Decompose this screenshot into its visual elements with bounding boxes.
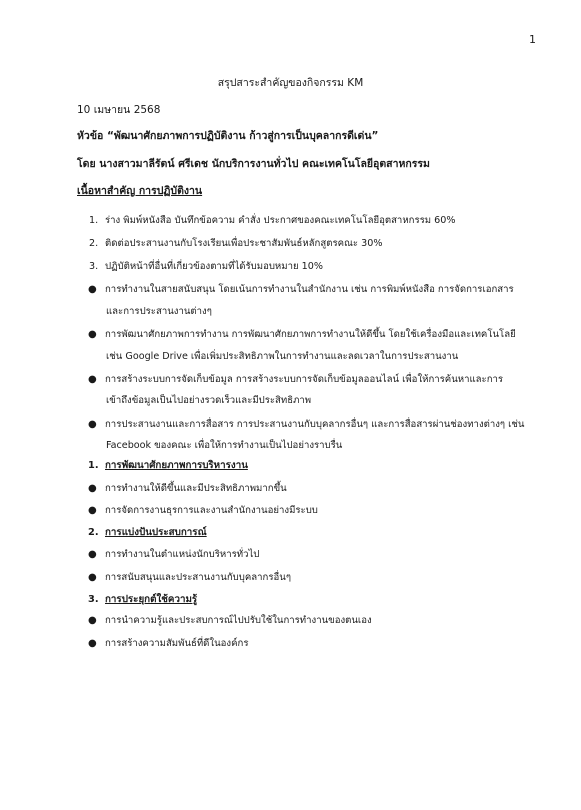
- item-text: ติดต่อประสานงานกับโรงเรียนเพื่อประชาสัมพันธ์หลักสูตรคณะ 30%: [105, 238, 383, 249]
- section-number: 1.: [88, 460, 99, 471]
- bullet-text: การสร้างระบบการจัดเก็บข้อมูล การสร้างระบบการจัดเก็บข้อมูลออนไลน์ เพื่อให้การค้นหาและการ: [105, 374, 504, 385]
- bullet-item: [88, 503, 318, 518]
- bullet-continuation: เช่น Google Drive เพื่อเพิ่มประสิทธิภาพในการทำงานและลดเวลาในการประสานงาน: [106, 351, 459, 362]
- bullet-text: การประสานงานและการสื่อสาร การประสานงานกับบุคลากรอื่นๆ และการสื่อสารผ่านช่องทางต่างๆ เช่น: [105, 419, 525, 430]
- document-title: สรุปสาระสำคัญของกิจกรรม KM: [217, 77, 364, 89]
- section-heading: [88, 592, 197, 607]
- bullet-item: [88, 372, 503, 387]
- bullet-icon: ●: [88, 638, 97, 649]
- bullet-text: การสร้างความสัมพันธ์ที่ดีในองค์กร: [105, 638, 249, 649]
- bullet-item: [88, 613, 372, 628]
- numbered-item: [89, 259, 323, 274]
- bullet-item: [88, 481, 287, 496]
- section-title: การประยุกต์ใช้ความรู้: [105, 594, 198, 605]
- section-title: การแบ่งปันประสบการณ์: [105, 527, 207, 538]
- bullet-icon: ●: [88, 419, 97, 430]
- bullet-icon: ●: [88, 505, 97, 516]
- bullet-text: การทำงานในตำแหน่งนักบริหารทั่วไป: [105, 549, 260, 560]
- bullet-text: การสนับสนุนและประสานงานกับบุคลากรอื่นๆ: [105, 572, 291, 583]
- bullet-continuation: เข้าถึงข้อมูลเป็นไปอย่างรวดเร็วและมีประสิทธิภาพ: [106, 395, 312, 406]
- bullet-icon: ●: [88, 284, 97, 295]
- content-heading: เนื้อหาสำคัญ การปฏิบัติงาน: [77, 185, 203, 197]
- bullet-continuation: และการประสานงานต่างๆ: [106, 306, 212, 317]
- bullet-icon: ●: [88, 572, 97, 583]
- bullet-icon: ●: [88, 329, 97, 340]
- bullet-item: [88, 327, 516, 342]
- item-text: ร่าง พิมพ์หนังสือ บันทึกข้อความ คำสั่ง ประกาศของคณะเทคโนโลยีอุตสาหกรรม 60%: [105, 215, 456, 226]
- bullet-item: [88, 282, 514, 297]
- author-line: โดย นางสาวมาลีรัตน์ ศรีเดช นักบริการงานทั่วไป คณะเทคโนโลยีอุตสาหกรรม: [77, 158, 430, 170]
- bullet-text: การทำงานให้ดีขึ้นและมีประสิทธิภาพมากขึ้น: [105, 483, 287, 494]
- numbered-item: [89, 213, 455, 228]
- section-title: การพัฒนาศักยภาพการบริหารงาน: [105, 460, 248, 471]
- bullet-item: [88, 417, 524, 432]
- section-number: 3.: [88, 594, 99, 605]
- bullet-icon: ●: [88, 615, 97, 626]
- bullet-icon: ●: [88, 549, 97, 560]
- section-heading: [88, 525, 207, 540]
- topic-line: หัวข้อ “พัฒนาศักยภาพการปฏิบัติงาน ก้าวสู่การเป็นบุคลากรดีเด่น”: [77, 130, 379, 142]
- bullet-continuation: Facebook ของคณะ เพื่อให้การทำงานเป็นไปอย่างราบรื่น: [106, 440, 343, 451]
- bullet-text: การพัฒนาศักยภาพการทำงาน การพัฒนาศักยภาพการทำงานให้ดีขึ้น โดยใช้เครื่องมือและเทคโนโลยี: [105, 329, 516, 340]
- bullet-text: การนำความรู้และประสบการณ์ไปปรับใช้ในการทำงานของตนเอง: [105, 615, 372, 626]
- bullet-icon: ●: [88, 483, 97, 494]
- section-number: 2.: [88, 527, 99, 538]
- numbered-item: [89, 236, 382, 251]
- item-number: 2.: [89, 238, 99, 249]
- bullet-text: การทำงานในสายสนับสนุน โดยเน้นการทำงานในสำนักงาน เช่น การพิมพ์หนังสือ การจัดการเอกสาร: [105, 284, 514, 295]
- bullet-item: [88, 636, 249, 651]
- section-heading: [88, 458, 248, 473]
- item-number: 3.: [89, 261, 99, 272]
- date-line: 10 เมษายน 2568: [77, 104, 161, 116]
- bullet-item: [88, 570, 291, 585]
- bullet-item: [88, 547, 259, 562]
- item-text: ปฏิบัติหน้าที่อื่นที่เกี่ยวข้องตามที่ได้รับมอบหมาย 10%: [105, 261, 323, 272]
- page-number: 1: [529, 33, 536, 46]
- item-number: 1.: [89, 215, 99, 226]
- bullet-text: การจัดการงานธุรการและงานสำนักงานอย่างมีระบบ: [105, 505, 318, 516]
- bullet-icon: ●: [88, 374, 97, 385]
